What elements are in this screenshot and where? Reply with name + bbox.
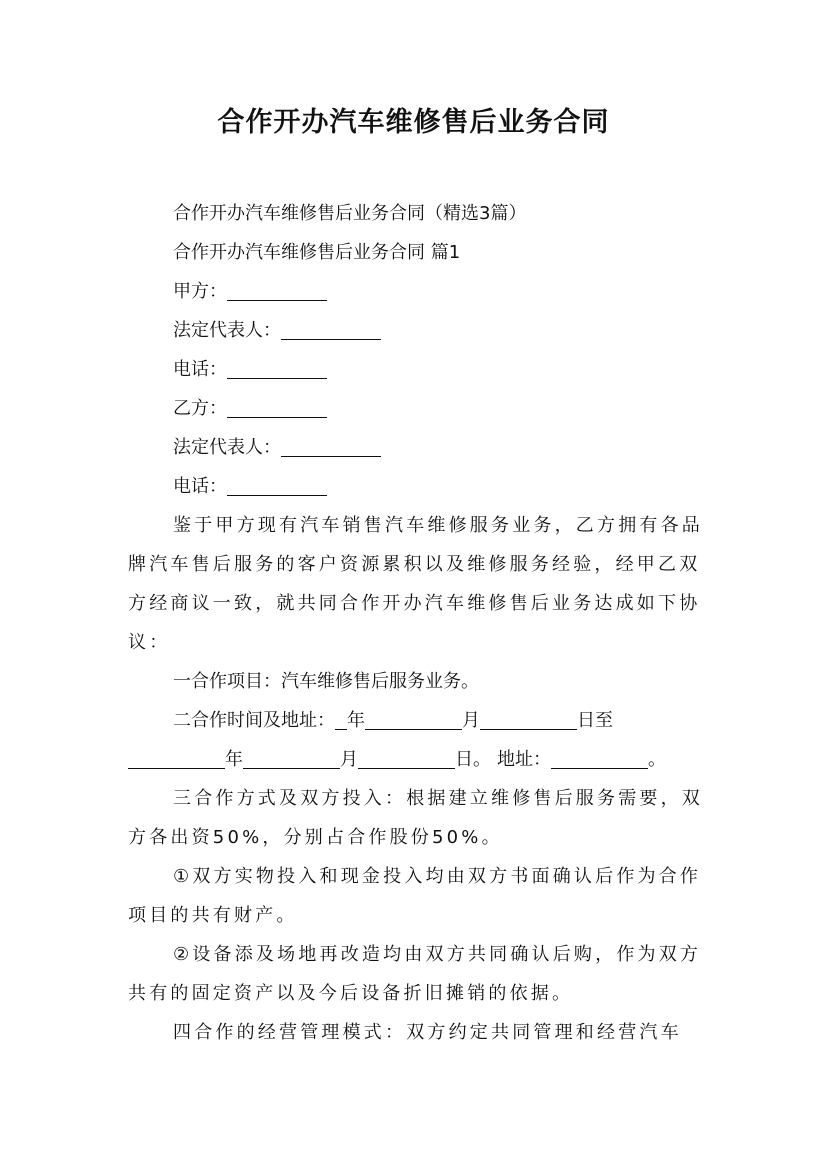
end-month-blank bbox=[243, 746, 340, 769]
end-day-blank bbox=[358, 746, 455, 769]
party-a-phone-line bbox=[128, 350, 706, 389]
section-title: 合作开办汽车维修售后业务合同 篇1 bbox=[173, 242, 461, 263]
end-year-label: 年 bbox=[225, 749, 243, 770]
party-b-phone-label: 电话： bbox=[173, 476, 227, 497]
clause-2-line-1 bbox=[128, 701, 706, 740]
start-year-blank bbox=[335, 707, 347, 730]
address-label: 地址： bbox=[497, 749, 551, 770]
clause-2-prefix: 二合作时间及地址： bbox=[173, 710, 335, 731]
clause-4-paragraph: 四合作的经营管理模式：双方约定共同管理和经营汽车 bbox=[173, 1022, 682, 1043]
document-body bbox=[128, 194, 706, 1052]
party-b-phone-blank bbox=[227, 473, 327, 496]
party-a-phone-label: 电话： bbox=[173, 359, 227, 380]
subtitle: 合作开办汽车维修售后业务合同（精选3篇） bbox=[173, 203, 527, 224]
clause-2-line-2 bbox=[128, 740, 706, 779]
party-b-rep-line bbox=[128, 428, 706, 467]
party-a-phone-blank bbox=[227, 356, 327, 379]
party-a-rep-label: 法定代表人： bbox=[173, 320, 281, 341]
end-year-blank bbox=[128, 746, 225, 769]
document-title: 合作开办汽车维修售后业务合同 bbox=[217, 107, 610, 138]
clause-3-1-paragraph: ①双方实物投入和现金投入均由双方书面确认后作为合作项目的共有财产。 bbox=[128, 866, 702, 926]
party-b-line bbox=[128, 389, 706, 428]
party-b-blank bbox=[227, 395, 327, 418]
start-year-label: 年 bbox=[347, 710, 365, 731]
party-b-rep-label: 法定代表人： bbox=[173, 437, 281, 458]
party-a-label: 甲方： bbox=[173, 281, 227, 302]
party-b-label: 乙方： bbox=[173, 398, 227, 419]
address-blank bbox=[551, 746, 648, 769]
start-month-blank bbox=[365, 707, 462, 730]
start-month-label: 月 bbox=[462, 710, 480, 731]
clause-1: 一合作项目：汽车维修售后服务业务。 bbox=[173, 671, 479, 692]
party-b-phone-line bbox=[128, 467, 706, 506]
preamble-paragraph: 鉴于甲方现有汽车销售汽车维修服务业务，乙方拥有各品牌汽车售后服务的客户资源累积以及维修服务经验，经甲乙双方经商议一致，就共同合作开办汽车维修售后业务达成如下协议： bbox=[128, 515, 703, 653]
party-b-rep-blank bbox=[281, 434, 381, 457]
address-period: 。 bbox=[648, 749, 666, 770]
clause-3-paragraph: 三合作方式及双方投入：根据建立维修售后服务需要，双方各出资50%，分别占合作股份50%。 bbox=[128, 788, 703, 848]
clause-3-2-paragraph: ②设备添及场地再改造均由双方共同确认后购，作为双方共有的固定资产以及今后设备折旧摊销的依据。 bbox=[128, 944, 702, 1004]
party-a-blank bbox=[227, 278, 327, 301]
party-a-rep-line bbox=[128, 311, 706, 350]
end-month-label: 月 bbox=[340, 749, 358, 770]
party-a-line bbox=[128, 272, 706, 311]
start-day-blank bbox=[480, 707, 577, 730]
start-day-label: 日至 bbox=[577, 710, 613, 731]
end-day-label: 日。 bbox=[455, 749, 491, 770]
party-a-rep-blank bbox=[281, 317, 381, 340]
